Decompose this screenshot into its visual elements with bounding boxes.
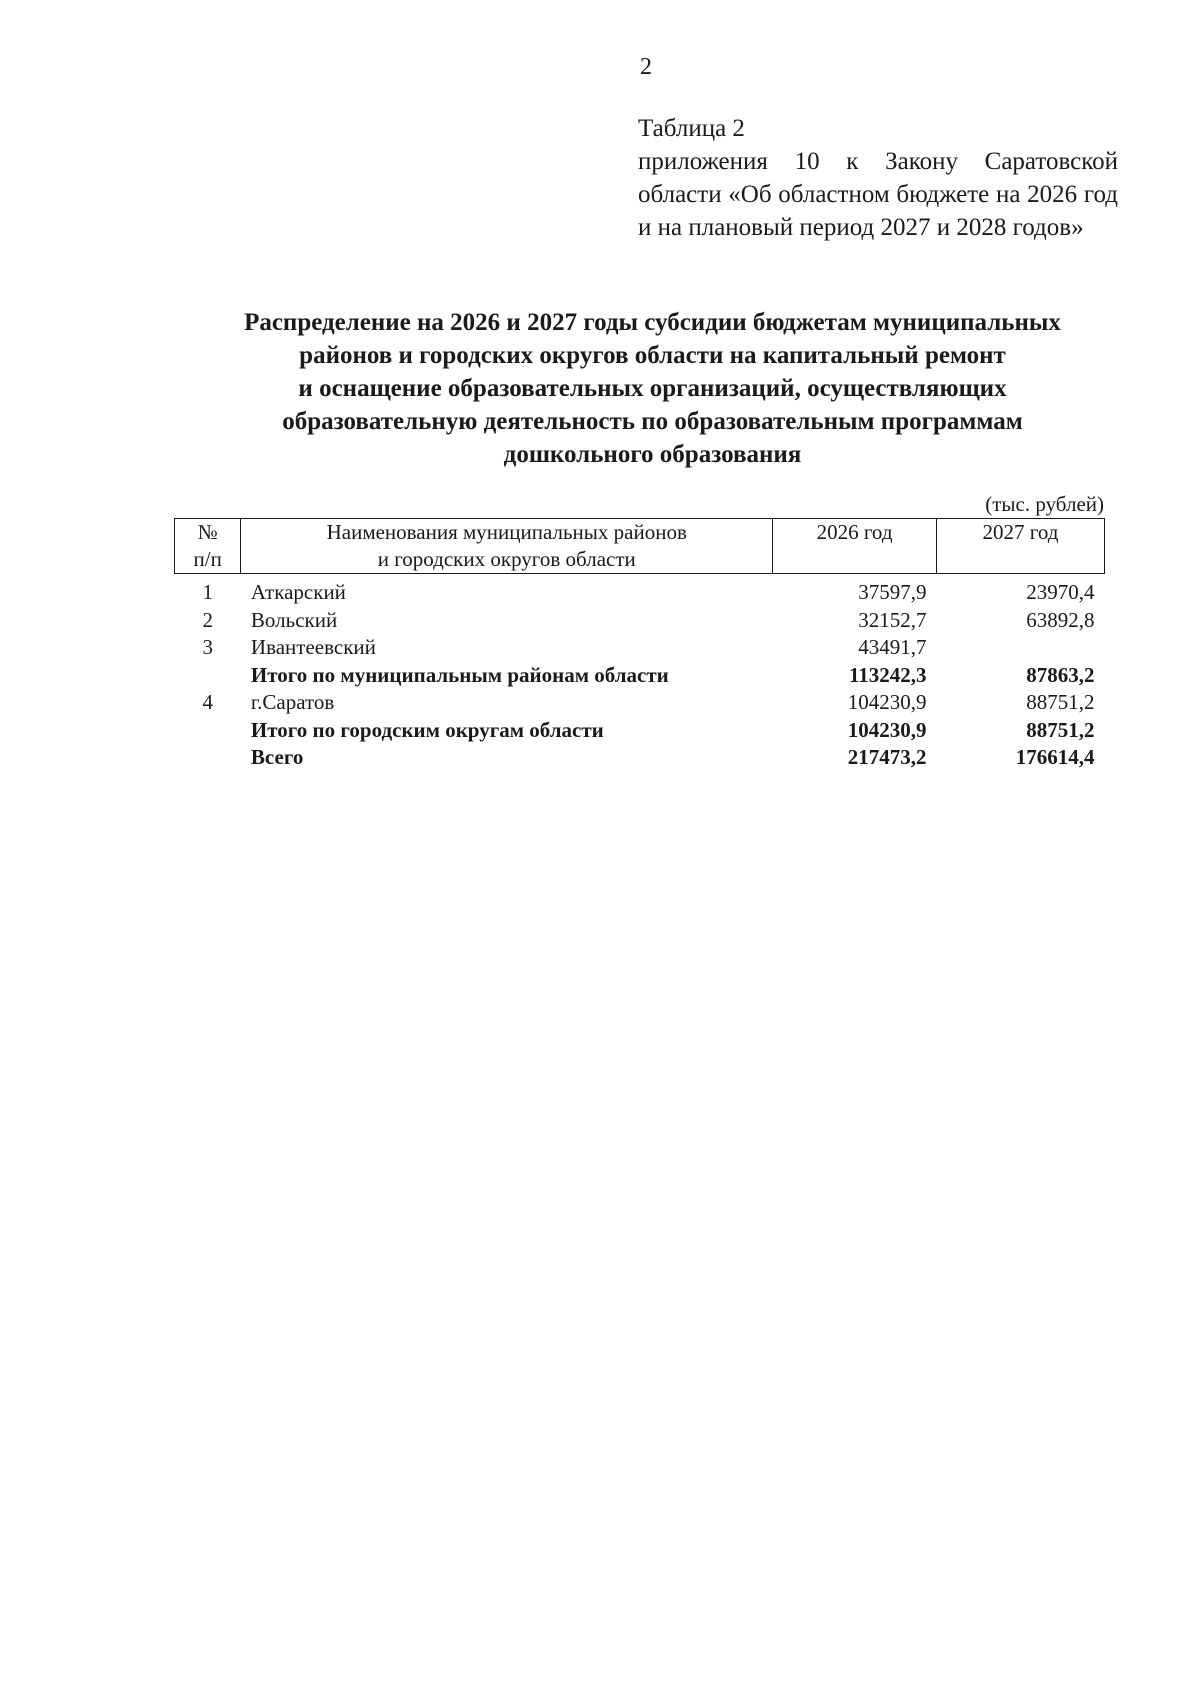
row-name: Итого по муниципальным районам области — [250, 662, 669, 687]
table-row — [175, 607, 1105, 635]
row-name: Итого по городским округам области — [250, 717, 604, 742]
row-value-2027: 23970,4 — [1026, 580, 1095, 604]
header-name: Наименования муниципальных районов и городских округов области — [241, 519, 773, 574]
header-number: № п/п — [175, 519, 241, 574]
row-name: г.Саратов — [250, 690, 335, 714]
row-value-2026: 104230,9 — [847, 717, 927, 742]
row-number — [175, 744, 241, 772]
total-row — [175, 744, 1105, 772]
row-name: Всего — [250, 745, 304, 769]
row-number: 2 — [202, 607, 213, 632]
row-value-2026: 32152,7 — [858, 607, 927, 632]
table-row — [175, 634, 1105, 662]
row-value-2026: 113242,3 — [848, 662, 927, 687]
row-value-2026: 217473,2 — [847, 745, 927, 769]
subtotal-row-city-districts — [175, 717, 1105, 745]
appendix-text: приложения 10 к Закону Саратовской области «Об областном бюджете на 2026 год и на плановый период 2027 и 2028 годов» — [638, 148, 1118, 241]
row-number — [175, 717, 241, 745]
title-line: Распределение на 2026 и 2027 годы субсидии бюджетам муниципальных — [244, 309, 1061, 336]
title-line: и оснащение образовательных организаций, осуществляющих — [298, 375, 1007, 402]
row-name: Аткарский — [250, 580, 346, 604]
row-value-2026: 37597,9 — [858, 580, 927, 604]
row-value-2026: 104230,9 — [847, 690, 927, 714]
row-value-2027: 87863,2 — [1026, 662, 1095, 687]
row-name: Вольский — [250, 607, 338, 632]
row-value-2027: 176614,4 — [1015, 745, 1095, 769]
row-number — [175, 662, 241, 690]
document-title — [170, 306, 1135, 471]
table-row — [175, 689, 1105, 717]
row-value-2027: 88751,2 — [1026, 717, 1095, 742]
row-number: 1 — [202, 580, 213, 604]
row-value-2027: 63892,8 — [1026, 607, 1095, 632]
subsidy-table — [174, 518, 1105, 772]
appendix-reference — [638, 112, 1118, 244]
row-value-2027: 88751,2 — [1026, 690, 1095, 714]
table-header-row — [175, 519, 1105, 574]
title-line: районов и городских округов области на капитальный ремонт — [299, 342, 1006, 369]
row-number: 4 — [202, 690, 213, 714]
header-2026: 2026 год — [773, 519, 937, 574]
row-value-2027 — [937, 634, 1105, 662]
row-value-2026: 43491,7 — [858, 635, 927, 659]
units-label: (тыс. рублей) — [985, 492, 1104, 516]
subtotal-row-districts — [175, 662, 1105, 690]
title-line: образовательную деятельность по образовательным программам — [282, 408, 1023, 435]
row-number: 3 — [202, 635, 213, 659]
table-row — [175, 574, 1105, 607]
title-line: дошкольного образования — [503, 441, 802, 468]
row-name: Ивантеевский — [250, 635, 376, 659]
header-2027: 2027 год — [937, 519, 1105, 574]
table-reference: Таблица 2 — [638, 115, 745, 142]
page-number: 2 — [640, 54, 652, 80]
